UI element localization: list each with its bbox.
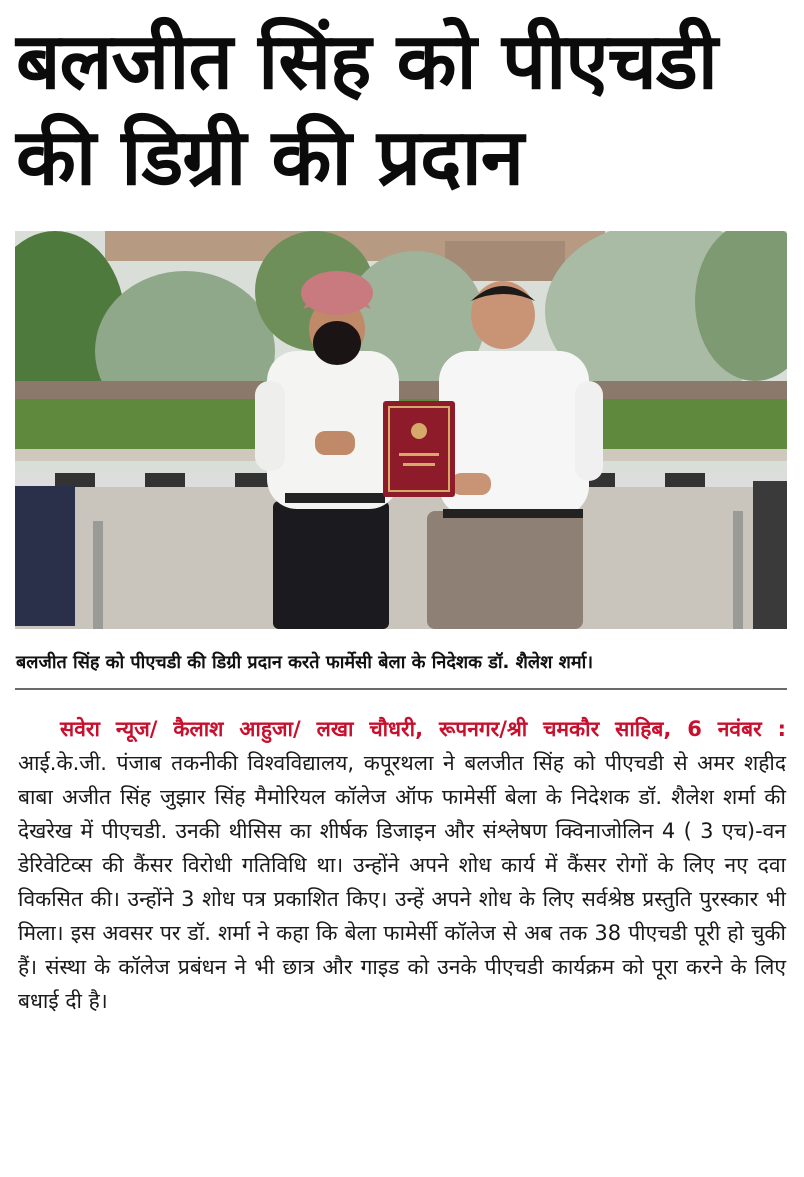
headline-line-1: बलजीत सिंह को पीएचडी (16, 17, 717, 107)
headline-line-2: की डिग्री की प्रदान (16, 113, 524, 203)
article-body (18, 712, 786, 1018)
caption-divider (15, 688, 787, 690)
degree-folder (383, 401, 455, 497)
dateline: सवेरा न्यूज/ कैलाश आहुजा/ लखा चौधरी, रूपनगर/श्री चमकौर साहिब, 6 नवंबर : (60, 717, 786, 741)
article-text: आई.के.जी. पंजाब तकनीकी विश्वविद्यालय, कपूरथला ने बलजीत सिंह को पीएचडी से अमर शहीद बाबा अजीत सिंह जुझार सिंह मैमोरियल कॉलेज ऑफ फामेर्सी बेला के निदेशक डॉ. शैलेश शर्मा की देखरेख में पीएचडी. उनकी थीसिस का शीर्षक डिजाइन और संश्लेषण क्विनाजोलिन 4 ( 3 एच)-वन डेरिवेटिव्स की कैंसर विरोधी गतिविधि था। उन्होंने अपने शोध कार्य में कैंसर रोगों के लिए नए दवा विकसित की। उन्होंने 3 शोध पत्र प्रकाशित किए। उन्हें अपने शोध के लिए सर्वश्रेष्ठ प्रस्तुति पुरस्कार भी मिला। इस अवसर पर डॉ. शर्मा ने कहा कि बेला फामेर्सी कॉलेज से अब तक 38 पीएचडी पूरी हो चुकी हैं। संस्था के कॉलेज प्रबंधन ने भी छात्र और गाइड को उनके पीएचडी कार्यक्रम को पूरा करने के लिए बधाई दी है। (18, 751, 786, 1013)
headline (16, 14, 788, 206)
photo-ground (15, 487, 787, 629)
photo-caption: बलजीत सिंह को पीएचडी की डिग्री प्रदान करते फार्मेसी बेला के निदेशक डॉ. शैलेश शर्मा। (16, 652, 594, 673)
news-photo (15, 231, 787, 629)
